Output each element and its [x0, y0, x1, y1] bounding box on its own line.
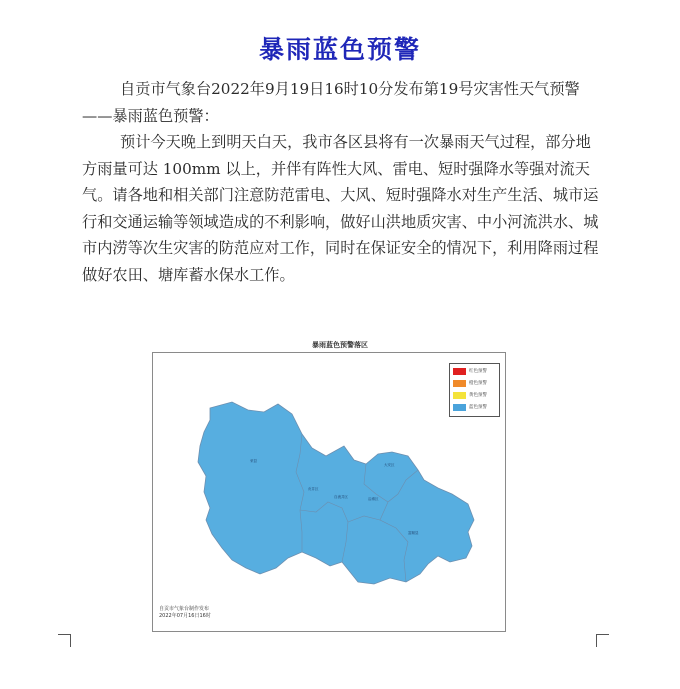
legend-label: 蓝色预警: [469, 405, 487, 410]
county-label-fushun: 富顺县: [408, 531, 419, 535]
paragraph-announcement: 自贡市气象台2022年9月19日16时10分发布第19号灾害性天气预警——暴雨蓝色预警：: [82, 80, 580, 125]
legend-label: 黄色预警: [469, 393, 487, 398]
map-title: 暴雨蓝色预警落区: [312, 341, 368, 349]
legend-swatch: [453, 404, 466, 411]
warning-region: [198, 402, 474, 584]
county-label-gongjing: 贡井区: [308, 487, 319, 491]
page-title: 暴雨蓝色预警: [258, 35, 421, 64]
legend-item-red: [453, 367, 499, 376]
legend-item-orange: [453, 379, 499, 388]
legend-label: 橙色预警: [469, 381, 487, 386]
county-label-rongxian: 荣县: [250, 459, 257, 463]
paragraph-forecast: 预计今天晚上到明天白天，我市各区县将有一次暴雨天气过程，部分地方雨量可达 100mm 以上，并伴有阵性大风、雷电、短时强降水等强对流天气。请各地和相关部门注意防范雷电、大风、短时强降水对生产生活、城市运行和交通运输等领域造成的不利影响，做好山洪地质灾害、中小河流洪水、城市内涝等次生灾害的防范应对工作，同时在保证安全的情况下，利用降雨过程做好农田、塘库蓄水保水工作。: [82, 133, 599, 284]
credit-date: 2022年07月16日16时: [159, 613, 211, 619]
map-credit: [159, 606, 211, 620]
legend-label: 红色预警: [469, 369, 487, 374]
warning-body: [82, 76, 602, 288]
county-label-yantan: 沿滩区: [368, 497, 379, 501]
crop-mark-bottom-left: [58, 634, 71, 647]
county-label-ziliujing: 自流井区: [334, 495, 348, 499]
legend-swatch: [453, 368, 466, 375]
crop-mark-bottom-right: [596, 634, 609, 647]
legend-item-yellow: [453, 391, 499, 400]
county-label-daan: 大安区: [384, 463, 395, 467]
credit-publisher: 自贡市气象台制作发布: [159, 606, 210, 612]
map-legend: [449, 363, 500, 417]
legend-item-blue: [453, 403, 499, 412]
legend-swatch: [453, 392, 466, 399]
legend-swatch: [453, 380, 466, 387]
